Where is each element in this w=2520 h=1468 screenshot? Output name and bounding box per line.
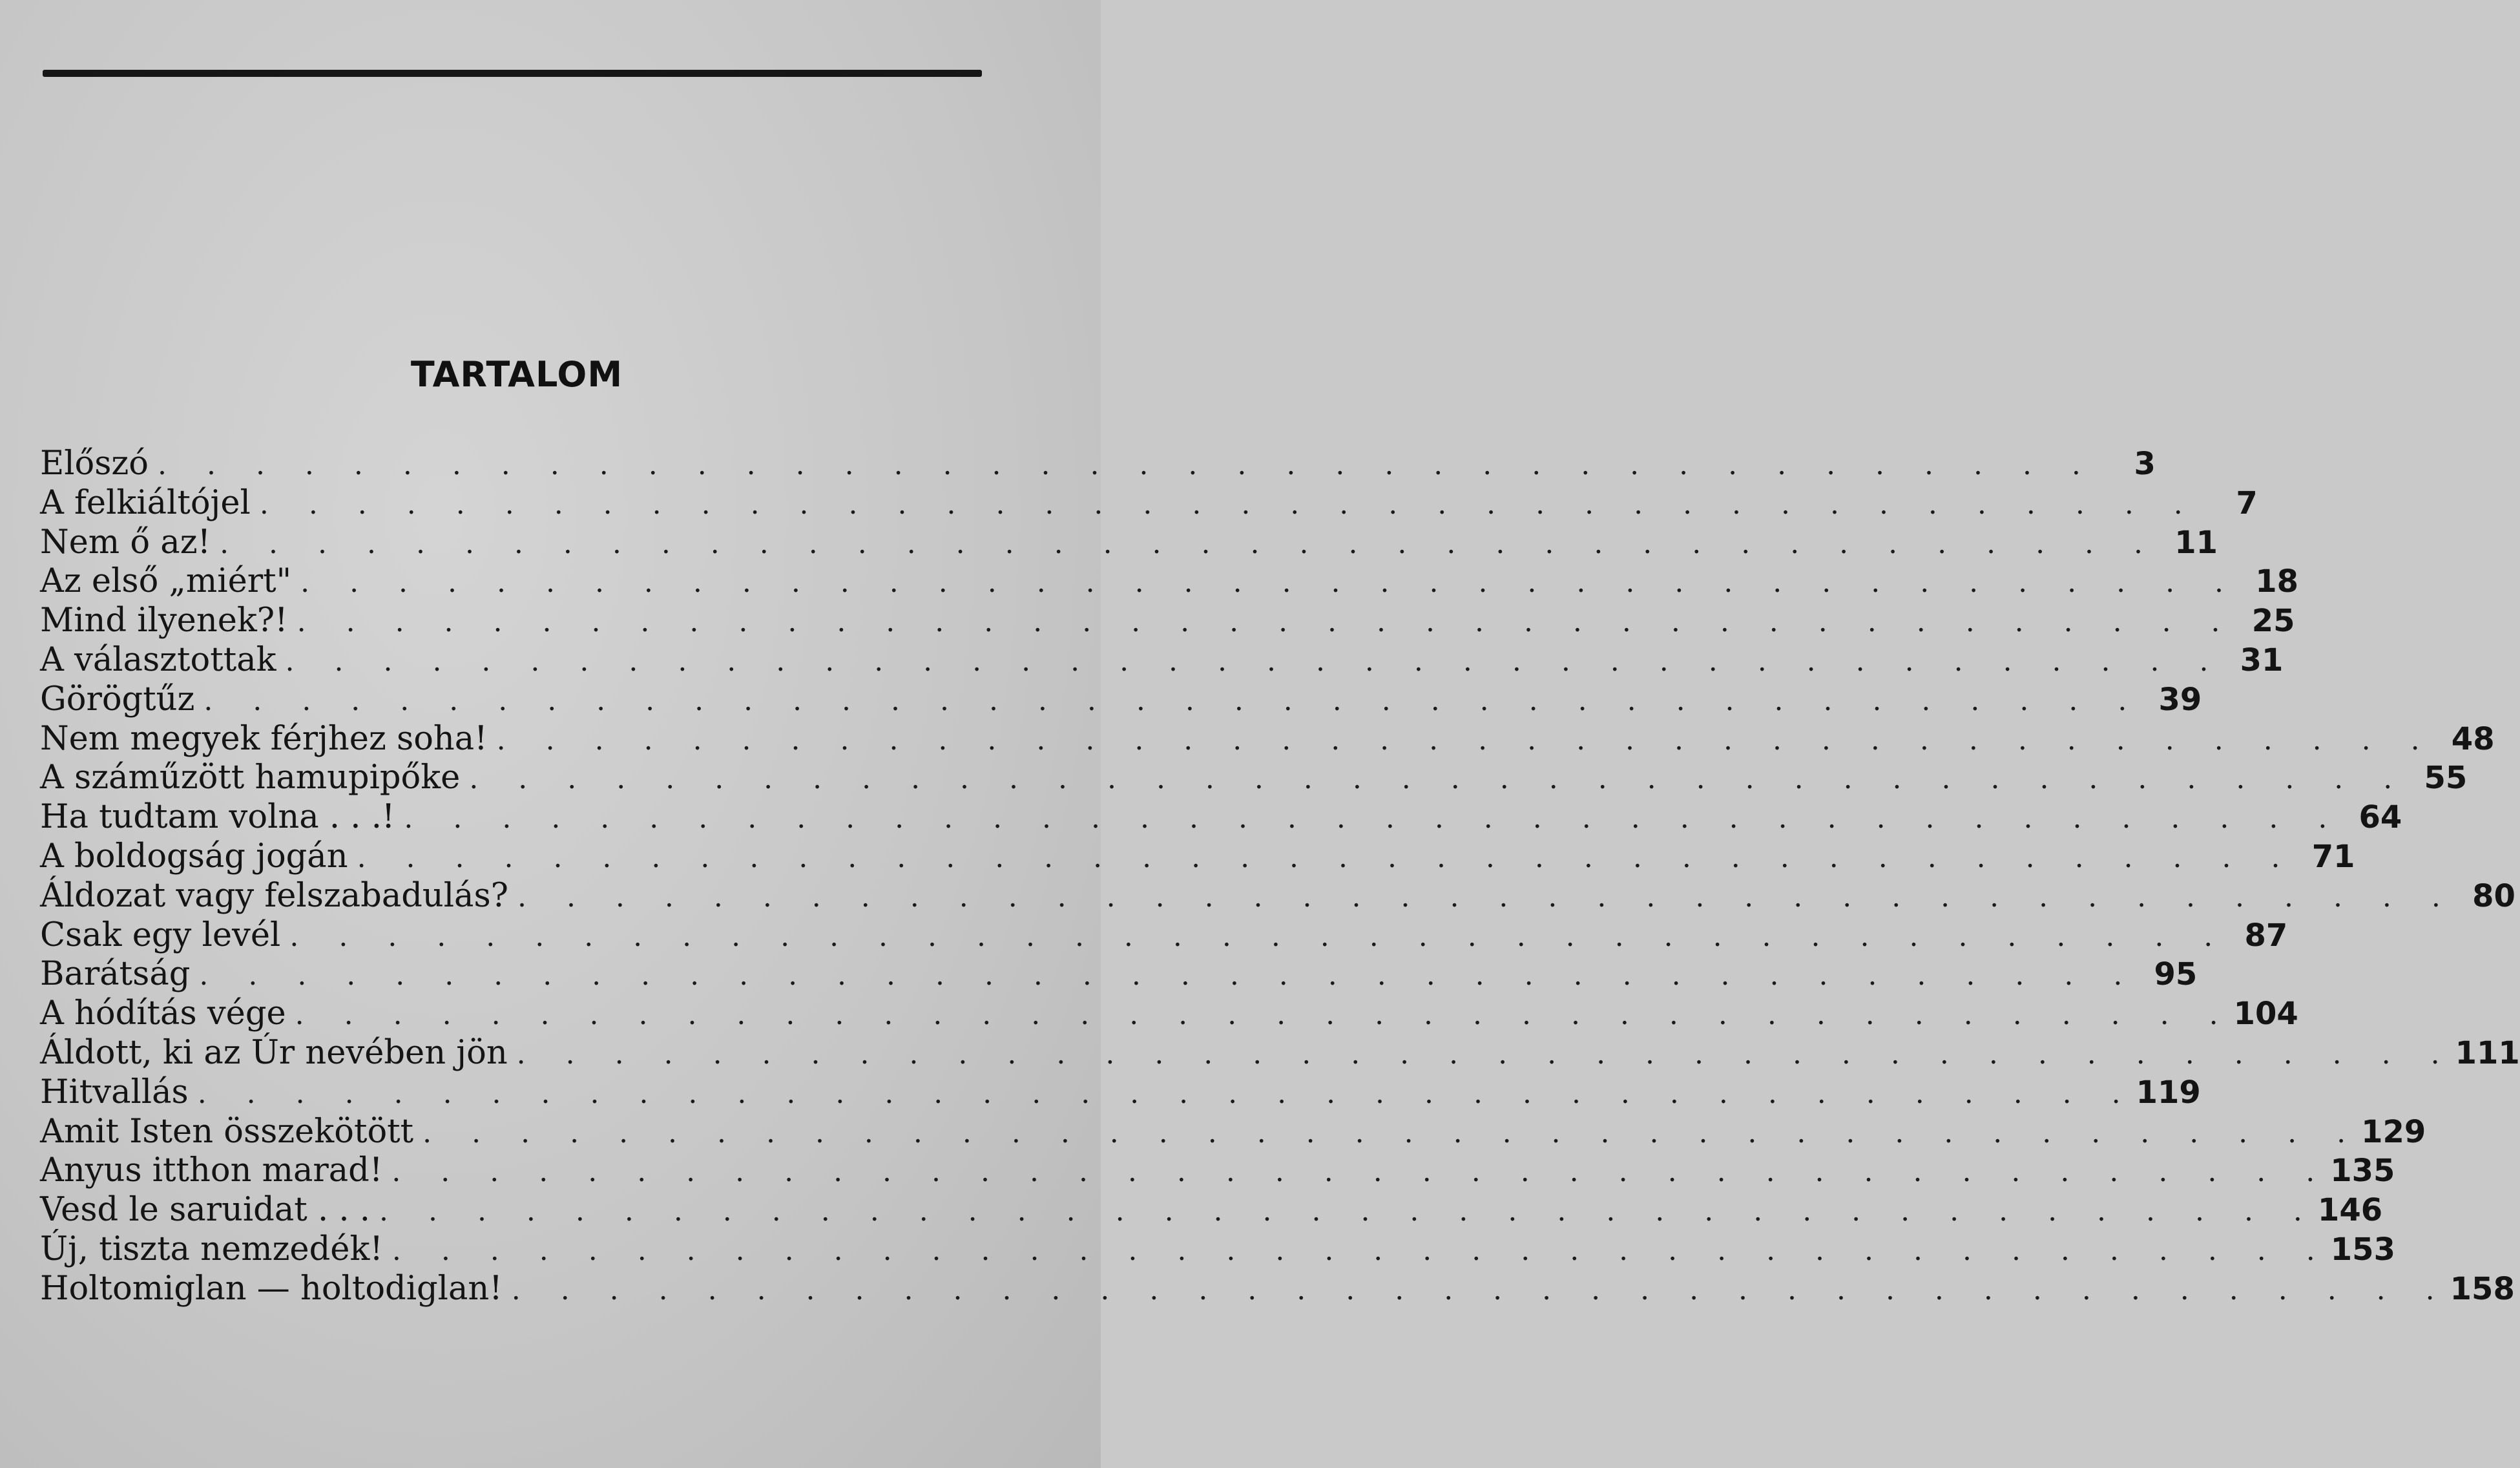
toc-entry-title: Görögtűz [40,680,195,718]
toc-entry-title: Barátság [40,955,191,994]
toc-entry-page: 104 [2233,996,2298,1033]
toc-entry-page: 153 [2330,1231,2395,1268]
toc-entry-page: 39 [2158,681,2202,718]
toc-dot-leader: . . . . . . . . . . . . . . . . . . . . . . . . . . . . . . . . . . . . . . . . [285,644,2224,678]
toc-entry [40,445,2156,484]
toc-entry-page: 95 [2154,956,2198,993]
toc-entry [40,955,2198,994]
toc-dot-leader: . . . . . . . . . . . . . . . . . . . . . . . . . . . . . . . . . . . . . . . . [259,487,2198,521]
toc-entry [40,1230,2395,1270]
toc-dot-leader: . . . . . . . . . . . . . . . . . . . . . . . . . . . . . . . . . . . . . . . . [496,723,2435,757]
toc-entry-page: 111 [2455,1034,2520,1071]
toc-entry-title: Mind ilyenek?! [40,602,288,640]
toc-dot-leader: . . . . . . . . . . . . . . . . . . . . . . . . . . . . . . . . . . . . . . . . [469,762,2408,796]
toc-dot-leader: . . . . . . . . . . . . . . . . . . . . . . . . . . . . . . . . . . . . . . . . [511,1273,2450,1306]
toc-entry [40,798,2402,837]
toc-entry [40,523,2218,563]
toc-entry [40,602,2295,641]
toc-entry [40,837,2355,877]
toc-entry-title: A felkiáltójel [40,483,251,522]
toc-entry [40,1191,2383,1230]
toc-entry-page: 80 [2472,877,2515,914]
toc-dot-leader: . . . . . . . . . . . . . . . . . . . . . . . . . . . . . . . . . . . . . . . . [199,959,2138,992]
toc-entry-page: 64 [2359,799,2402,836]
toc-dot-leader: . . . . . . . . . . . . . . . . . . . . . . . . . . . . . . . . . . . . . . . . [197,1076,2136,1110]
toc-entry [40,640,2284,680]
toc-entry-page: 3 [2134,446,2156,482]
toc-entry-page: 18 [2255,563,2299,600]
toc-dot-leader: . . . . . . . . . . . . . . . . . . . . . . . . . . . . . . . . . . . . . . . . [220,527,2158,560]
toc-dot-leader: . . . . . . . . . . . . . . . . . . . . . . . . . . . . . . . . . . . . . . . . [391,1155,2331,1189]
toc-entry-page: 129 [2361,1113,2426,1150]
toc-entry-title: Holtomiglan — holtodiglan! [40,1269,503,1308]
toc-entry-page: 25 [2251,603,2295,640]
toc-entry-title: Csak egy levél [40,916,281,954]
toc-entry-title: Áldozat vagy felszabadulás? [40,876,508,915]
toc-dot-leader: . . . . . . . . . . . . . . . . . . . . . . . . . . . . . . . . . . . . . . . . [517,880,2456,914]
table-of-contents [40,445,2520,1309]
toc-dot-leader: . . . . . . . . . . . . . . . . . . . . . . . . . . . . . . . . . . . . . . . . [516,1037,2455,1071]
toc-entry-page: 55 [2424,760,2468,797]
toc-dot-leader: . . . . . . . . . . . . . . . . . . . . . . . . . . . . . . . . . . . . . . . . [289,919,2229,953]
toc-entry [40,759,2468,798]
toc-entry [40,1073,2201,1113]
toc-entry [40,680,2202,720]
toc-entry-title: Új, tiszta nemzedék! [40,1230,383,1268]
toc-dot-leader: . . . . . . . . . . . . . . . . . . . . . . . . . . . . . . . . . . . . . . . . [158,448,2096,481]
toc-entry-title: Hitvallás [40,1073,189,1111]
toc-entry-page: 7 [2236,485,2258,521]
toc-entry [40,1033,2520,1073]
page-title: TARTALOM [410,354,623,395]
toc-entry [40,719,2495,759]
toc-entry-title: Ha tudtam volna . . .! [40,798,395,837]
toc-entry-title: Nem megyek férjhez soha! [40,719,488,758]
top-rule-divider [43,70,982,77]
toc-entry-title: Nem ő az! [40,523,211,561]
toc-entry [40,876,2515,916]
toc-entry-title: Amit Isten összekötött [40,1112,414,1151]
toc-entry [40,483,2258,523]
toc-dot-leader: . . . . . . . . . . . . . . . . . . . . . . . . . . . . . . . . . . . . . . . . [391,1233,2331,1267]
toc-entry-page: 71 [2311,838,2355,875]
toc-entry-title: Áldott, ki az Úr nevében jön [40,1033,508,1072]
toc-entry-title: Előszó [40,445,149,483]
toc-dot-leader: . . . . . . . . . . . . . . . . . . . . . . . . . . . . . . . . . . . . . . . . [300,566,2240,600]
toc-entry [40,1151,2395,1191]
toc-entry-title: Vesd le saruidat . . . [40,1191,370,1230]
toc-entry [40,994,2298,1034]
toc-entry-page: 31 [2240,642,2284,678]
toc-dot-leader: . . . . . . . . . . . . . . . . . . . . . . . . . . . . . . . . . . . . . . . . [379,1195,2318,1228]
toc-entry-page: 11 [2174,524,2218,561]
toc-entry [40,562,2299,602]
toc-entry-title: A száműzött hamupipőke [40,759,461,797]
toc-entry-page: 158 [2450,1270,2515,1307]
toc-entry [40,1112,2426,1152]
toc-entry [40,1269,2515,1309]
toc-dot-leader: . . . . . . . . . . . . . . . . . . . . . . . . . . . . . . . . . . . . . . . . [357,841,2296,874]
toc-entry-page: 48 [2451,720,2495,757]
toc-entry-page: 87 [2244,917,2288,954]
toc-entry-title: A választottak [40,640,276,679]
toc-entry-page: 146 [2317,1192,2383,1229]
toc-entry-title: A hódítás vége [40,994,286,1033]
toc-entry-title: Anyus itthon marad! [40,1151,383,1190]
toc-dot-leader: . . . . . . . . . . . . . . . . . . . . . . . . . . . . . . . . . . . . . . . . [404,802,2343,835]
toc-dot-leader: . . . . . . . . . . . . . . . . . . . . . . . . . . . . . . . . . . . . . . . . [422,1116,2362,1149]
toc-entry [40,916,2288,956]
toc-dot-leader: . . . . . . . . . . . . . . . . . . . . . . . . . . . . . . . . . . . . . . . . [203,684,2143,717]
toc-entry-page: 135 [2330,1153,2395,1190]
toc-dot-leader: . . . . . . . . . . . . . . . . . . . . . . . . . . . . . . . . . . . . . . . . [295,998,2234,1032]
toc-entry-title: A boldogság jogán [40,837,348,876]
toc-entry-page: 119 [2136,1074,2201,1111]
toc-entry-title: Az első „miért" [40,562,292,601]
toc-dot-leader: . . . . . . . . . . . . . . . . . . . . . . . . . . . . . . . . . . . . . . . . [297,605,2236,639]
